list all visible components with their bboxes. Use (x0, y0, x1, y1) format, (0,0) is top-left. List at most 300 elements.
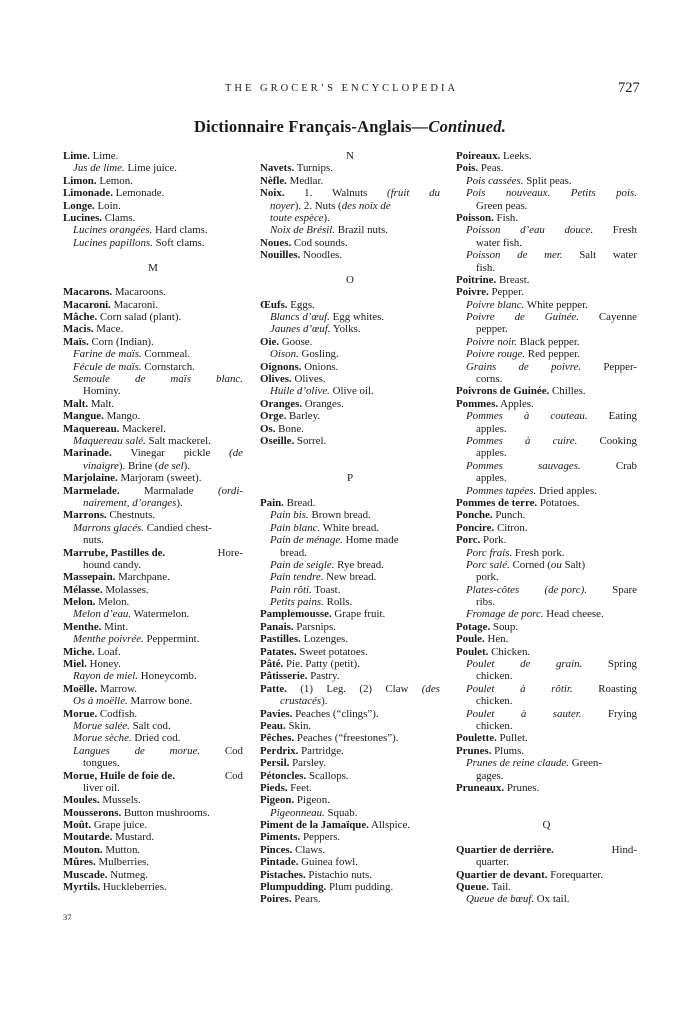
entry-continuation (456, 571, 637, 583)
dictionary-entry (63, 237, 243, 249)
french-term: Mâche. (63, 311, 98, 324)
dictionary-entry (63, 621, 243, 633)
entry-word: Eating (608, 410, 637, 423)
english-translation: Button mushrooms. (121, 806, 210, 819)
french-term: Longe. (63, 199, 95, 212)
english-translation: Ox tail. (534, 893, 570, 906)
french-term: Poisson. (456, 211, 494, 224)
entry-word: Roasting (598, 682, 637, 695)
english-translation: Mint. (101, 620, 129, 633)
entry-text: ). 2. Nuts ( (294, 199, 342, 212)
spacer (63, 274, 243, 286)
english-translation: Turnips. (294, 162, 333, 175)
english-translation: Yolks. (330, 323, 361, 336)
dictionary-entry (63, 175, 243, 187)
english-translation: Molasses. (102, 583, 149, 596)
french-term: Poivre rouge. (466, 348, 526, 361)
dictionary-entry (456, 410, 637, 422)
dictionary-entry (456, 534, 637, 546)
spacer (63, 249, 243, 261)
english-translation: Mace. (93, 323, 124, 336)
entry-text: hound candy. (83, 558, 141, 571)
english-translation: Peppers. (300, 831, 341, 844)
dictionary-entry (260, 398, 440, 410)
entry-continuation (456, 559, 637, 571)
english-translation: Medlar. (286, 174, 324, 187)
english-translation: Pepper. (488, 286, 524, 299)
entry-word: Plates-côtes (466, 583, 520, 596)
english-translation: Lime juice. (124, 162, 178, 175)
french-term: Poulette. (456, 732, 497, 745)
dictionary-entry (456, 485, 637, 497)
entry-word: (fruit (387, 187, 410, 200)
entry-word: sauter. (552, 707, 582, 720)
english-translation: Chicken. (488, 645, 531, 658)
dictionary-entry (260, 881, 440, 893)
french-term: Porc frais. (466, 546, 513, 559)
dictionary-entry (456, 608, 637, 620)
entry-word: Semoule (73, 373, 110, 386)
dictionary-entry (456, 348, 637, 360)
english-translation: Peas. (478, 162, 504, 175)
dictionary-entry (63, 435, 243, 447)
dictionary-entry (260, 757, 440, 769)
entry-text: chicken. (476, 719, 513, 732)
dictionary-entry (260, 509, 440, 521)
english-translation: Mackerel. (119, 422, 166, 435)
french-term: Patte. (260, 682, 287, 695)
french-term: Os. (260, 422, 276, 435)
english-translation: Barley. (286, 410, 321, 423)
entry-word: Poisson (466, 249, 501, 262)
french-term: Pain rôti. (270, 583, 312, 596)
dictionary-entry (456, 162, 637, 174)
entry-word: Poulet (466, 658, 495, 671)
english-translation: Parsley. (289, 757, 327, 770)
dictionary-entry (63, 361, 243, 373)
entry-text: apples. (476, 472, 507, 485)
english-translation: Macaroni. (110, 298, 159, 311)
french-term: Malt. (63, 397, 89, 410)
french-term: Pamplemousse. (260, 608, 332, 621)
french-term: Persil. (260, 757, 290, 770)
dictionary-entry (63, 571, 243, 583)
english-translation: Allspice. (368, 819, 411, 832)
dictionary-entry (63, 608, 243, 620)
french-term: Pavies. (260, 707, 293, 720)
french-term: Pistaches. (260, 868, 306, 881)
dictionary-entry (63, 807, 243, 819)
entry-word: Pois (466, 187, 486, 200)
dictionary-entry (260, 621, 440, 633)
entry-word: du (429, 187, 440, 200)
entry-word: Petits (570, 187, 596, 200)
dictionary-entry (456, 398, 637, 410)
english-translation: Gosling. (298, 348, 339, 361)
french-term: Ponche. (456, 509, 493, 522)
section-letter (456, 819, 637, 831)
entry-word: Poisson (466, 224, 501, 237)
english-translation: Mustard. (112, 831, 155, 844)
entry-word: de (517, 249, 528, 262)
entry-word: Guinée. (544, 311, 579, 324)
english-translation: Mussels. (99, 794, 141, 807)
dictionary-entry (63, 683, 243, 695)
dictionary-entry (456, 299, 637, 311)
dictionary-entry (260, 670, 440, 682)
dictionary-entry (260, 435, 440, 447)
french-term: Mouton. (63, 843, 103, 856)
dictionary-entry (63, 844, 243, 856)
entry-word: Pepper- (603, 360, 637, 373)
entry-word: Crab (615, 459, 637, 472)
entry-text: noyer (270, 199, 295, 212)
dictionary-entry (456, 646, 637, 658)
french-term: Marrons. (63, 509, 107, 522)
entry-text: gages. (476, 769, 504, 782)
english-translation: Marrow bone. (127, 695, 193, 708)
title-continued: Continued. (428, 117, 507, 136)
french-term: Porc. (456, 534, 481, 547)
english-translation: Sorrel. (294, 434, 327, 447)
dictionary-entry (260, 869, 440, 881)
english-translation: Dried apples. (536, 484, 597, 497)
entry-word: (ordi- (217, 484, 243, 497)
dictionary-entry (63, 869, 243, 881)
signature-mark: 37 (63, 912, 72, 922)
french-term: Mousserons. (63, 806, 122, 819)
french-term: Pommes de terre. (456, 496, 538, 509)
dictionary-entry (260, 323, 440, 335)
english-translation: Mango. (103, 410, 141, 423)
french-term: Panais. (260, 620, 294, 633)
dictionary-entry (456, 175, 637, 187)
english-translation: Malt. (88, 397, 115, 410)
french-term: Oison. (270, 348, 299, 361)
english-translation: Candied chest- (144, 521, 212, 534)
english-translation: Bread. (283, 496, 316, 509)
dictionary-entry (456, 522, 637, 534)
dictionary-entry (260, 187, 440, 199)
french-term: Piment de la Jamaïque. (260, 819, 369, 832)
entry-word: Langues (73, 744, 110, 757)
entry-continuation (456, 770, 637, 782)
french-term: Pigeon. (260, 794, 295, 807)
french-term: Moules. (63, 794, 100, 807)
french-term: Huile d’olive. (270, 385, 330, 398)
dictionary-entry (456, 683, 637, 695)
english-translation: Peaches (“freestones”). (294, 732, 399, 745)
running-title: THE GROCER’S ENCYCLOPEDIA (225, 83, 459, 94)
french-term: Olives. (260, 373, 292, 386)
english-translation: Red pepper. (525, 348, 580, 361)
entry-word: Cayenne (598, 311, 637, 324)
french-term: Peau. (260, 719, 286, 732)
french-term: Pois. (456, 162, 479, 175)
english-translation: Salt mackerel. (145, 434, 211, 447)
section-letter-text: M (148, 261, 158, 274)
entry-word: Fresh (612, 224, 637, 237)
dictionary-entry (260, 584, 440, 596)
dictionary-entry (456, 224, 637, 236)
french-term: Poule. (456, 633, 485, 646)
english-translation: Melon. (95, 596, 130, 609)
dictionary-entry (63, 286, 243, 298)
french-term: Miel. (63, 658, 87, 671)
english-translation: Scallops. (306, 769, 349, 782)
french-term: Poitrine. (456, 273, 497, 286)
entry-word: Vinegar (130, 447, 165, 460)
entry-text: Green peas. (476, 199, 528, 212)
entry-text: ). (323, 211, 330, 224)
dictionary-entry (260, 522, 440, 534)
english-translation: Black pepper. (517, 335, 580, 348)
french-term: Myrtils. (63, 881, 101, 894)
english-translation: Honeycomb. (138, 670, 197, 683)
dictionary-entry (260, 224, 440, 236)
french-term: Navets. (260, 162, 295, 175)
dictionary-entry (260, 299, 440, 311)
entry-word: (de porc). (544, 583, 587, 596)
french-term: Pétoncles. (260, 769, 307, 782)
french-term: Mélasse. (63, 583, 103, 596)
dictionary-entry (260, 893, 440, 905)
dictionary-entry (260, 534, 440, 546)
english-translation: Prunes. (504, 781, 540, 794)
french-term: Lucines. (63, 211, 103, 224)
section-letter (260, 472, 440, 484)
section-letter-text: O (346, 273, 354, 286)
dictionary-entry (63, 732, 243, 744)
spacer (260, 262, 440, 274)
french-term: Queue. (456, 881, 489, 894)
entry-word: Pommes (466, 434, 503, 447)
french-term: Petits pains. (270, 596, 324, 609)
french-term: Melon d’eau. (73, 608, 132, 621)
english-translation: Pastry. (307, 670, 340, 683)
dictionary-entry (63, 162, 243, 174)
english-translation: Pistachio nuts. (305, 868, 372, 881)
dictionary-entry (63, 509, 243, 521)
dictionary-entry (260, 311, 440, 323)
entry-text: des noix de (341, 199, 391, 212)
entry-continuation (63, 559, 243, 571)
entry-continuation (456, 670, 637, 682)
french-term: Os à moëlle. (73, 695, 128, 708)
entry-text: apples. (476, 447, 507, 460)
english-translation: Apples. (498, 397, 534, 410)
dictionary-entry (260, 596, 440, 608)
english-translation: Clams. (102, 211, 136, 224)
dictionary-entry (63, 336, 243, 348)
entry-word: poivre. (550, 360, 582, 373)
dictionary-entry (456, 633, 637, 645)
english-translation: Pork. (480, 534, 507, 547)
french-term: Plumpudding. (260, 881, 327, 894)
english-translation: Peaches (“clings”). (292, 707, 379, 720)
entry-word: Spring (607, 658, 637, 671)
entry-text: toute espèce (270, 211, 324, 224)
entry-word: blanc. (216, 373, 243, 386)
english-translation: Lemonade. (112, 187, 165, 200)
entry-word: Salt (579, 249, 597, 262)
entry-word: à (520, 707, 527, 720)
dictionary-entry (456, 286, 637, 298)
french-term: Pieds. (260, 781, 288, 794)
french-term: Pêches. (260, 732, 295, 745)
french-term: Melon. (63, 596, 96, 609)
entry-continuation (63, 534, 243, 546)
english-translation: Hen. (484, 633, 509, 646)
spacer (260, 447, 440, 459)
dictionary-entry (260, 782, 440, 794)
dictionary-entry (456, 150, 637, 162)
french-term: Macis. (63, 323, 94, 336)
english-translation: Chilles. (549, 385, 586, 398)
dictionary-entry (260, 831, 440, 843)
entry-word: mer. (544, 249, 563, 262)
entry-word: morue. (169, 744, 201, 757)
french-term: Rayon de miel. (73, 670, 139, 683)
dictionary-entry (456, 782, 637, 794)
french-term: Moëlle. (63, 682, 98, 695)
dictionary-entry (63, 212, 243, 224)
entry-text: crustacés (280, 695, 322, 708)
dictionary-entry (260, 646, 440, 658)
dictionary-entry (63, 472, 243, 484)
entry-word: Pommes (466, 410, 503, 423)
spacer (260, 460, 440, 472)
english-translation: Nutmeg. (107, 868, 149, 881)
dictionary-entry (456, 249, 637, 261)
english-translation: Eggs. (287, 298, 315, 311)
entry-text: Salt) (561, 558, 586, 571)
french-term: Noix. (260, 187, 285, 200)
dictionary-column-1 (63, 150, 243, 893)
entry-text: chicken. (476, 670, 513, 683)
dictionary-entry (260, 373, 440, 385)
entry-text: Hominy. (83, 385, 121, 398)
entry-word: de (518, 360, 529, 373)
french-term: Oranges. (260, 397, 303, 410)
dictionary-entry (260, 732, 440, 744)
english-translation: Peppermint. (143, 633, 200, 646)
french-term: Macaroni. (63, 298, 111, 311)
english-translation: Lemon. (96, 174, 133, 187)
entry-word: douce. (564, 224, 594, 237)
french-term: Marjolaine. (63, 472, 118, 485)
french-term: Poncire. (456, 521, 495, 534)
dictionary-entry (63, 695, 243, 707)
english-translation: Dried cod. (131, 732, 181, 745)
dictionary-entry (456, 509, 637, 521)
dictionary-entry (63, 633, 243, 645)
english-translation: Parsnips. (293, 620, 336, 633)
section-letter-text: P (346, 472, 354, 485)
entry-word: Spare (612, 583, 637, 596)
entry-word: d’eau (520, 224, 545, 237)
dictionary-entry (456, 336, 637, 348)
english-translation: Oranges. (302, 397, 344, 410)
french-term: Pain de seigle. (270, 558, 335, 571)
dictionary-entry (260, 708, 440, 720)
french-term: Moût. (63, 819, 92, 832)
english-translation: Punch. (492, 509, 526, 522)
french-term: Miche. (63, 645, 95, 658)
english-translation: Breast. (496, 273, 530, 286)
english-translation: White bread. (320, 521, 379, 534)
dictionary-entry (260, 608, 440, 620)
dictionary-entry (63, 831, 243, 843)
entry-word: Leg. (326, 682, 346, 695)
english-translation: Plums. (491, 744, 525, 757)
french-term: Jaunes d’œuf. (270, 323, 331, 336)
french-term: Maquereau salé. (73, 434, 146, 447)
french-term: Poivrons de Guinée. (456, 385, 550, 398)
english-translation: Cod sounds. (291, 236, 348, 249)
french-term: Piments. (260, 831, 301, 844)
french-term: Moutarde. (63, 831, 113, 844)
english-translation: Corn (Indian). (88, 335, 154, 348)
entry-text: water fish. (476, 236, 522, 249)
english-translation: Partridge. (298, 744, 344, 757)
dictionary-entry (63, 708, 243, 720)
english-translation: Skin. (285, 719, 312, 732)
dictionary-entry (260, 571, 440, 583)
entry-word: Marmalade (143, 484, 194, 497)
dictionary-entry (456, 757, 637, 769)
entry-continuation (260, 547, 440, 559)
english-translation: Marrow. (97, 682, 137, 695)
entry-text: tongues. (83, 757, 120, 770)
english-translation: Hard clams. (152, 224, 208, 237)
dictionary-entry (260, 819, 440, 831)
english-translation: Corn salad (plant). (97, 311, 182, 324)
entry-word: Cod (224, 769, 243, 782)
entry-continuation (456, 237, 637, 249)
english-translation: Sweet potatoes. (296, 645, 368, 658)
french-term: Lucines orangées. (73, 224, 153, 237)
french-term: Lucines papillons. (73, 236, 153, 249)
french-term: Œufs. (260, 298, 288, 311)
entry-text: ou (550, 558, 562, 571)
french-term: Fécule de maïs. (73, 360, 142, 373)
entry-word: sauvages. (538, 459, 581, 472)
french-term: Pommes tapées. (466, 484, 537, 497)
french-term: Fromage de porc. (466, 608, 544, 621)
english-translation: Fresh pork. (512, 546, 565, 559)
dictionary-entry (260, 720, 440, 732)
entry-word: (de (229, 447, 243, 460)
title-main: Dictionnaire Français-Anglais— (193, 117, 429, 136)
english-translation: Lime. (89, 150, 119, 162)
entry-text: ). (183, 459, 190, 472)
entry-continuation (456, 856, 637, 868)
english-translation: Huckleberries. (100, 881, 167, 894)
english-translation: Claws. (292, 843, 326, 856)
english-translation: Forequarter. (547, 868, 604, 881)
dictionary-entry (260, 658, 440, 670)
section-letter-text: N (346, 150, 354, 162)
french-term: Pastilles. (260, 633, 301, 646)
english-translation: Home made (342, 534, 399, 547)
dictionary-entry (63, 596, 243, 608)
dictionary-entry (260, 770, 440, 782)
english-translation: Rolls. (323, 596, 353, 609)
entry-text: ). (176, 496, 183, 509)
entry-word: couteau. (550, 410, 588, 423)
french-term: Oignons. (260, 360, 302, 373)
